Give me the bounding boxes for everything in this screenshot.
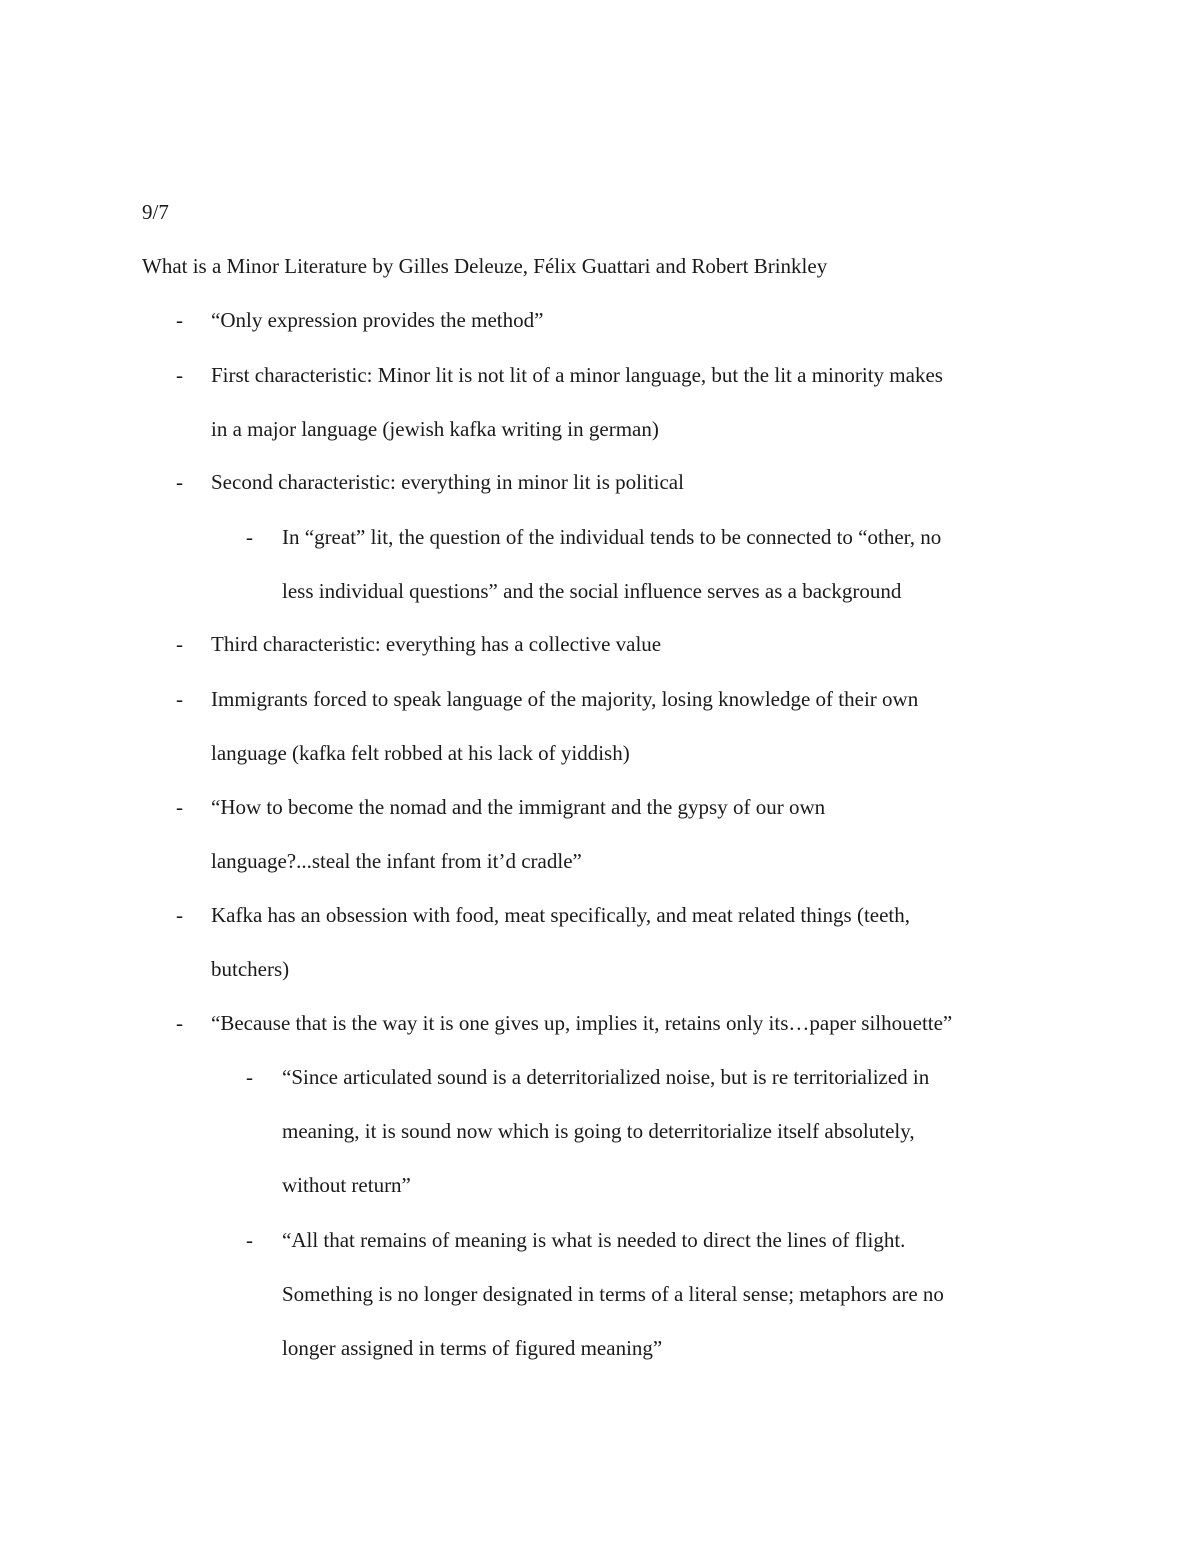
- sub-bullet-text: In “great” lit, the question of the individual tends to be connected to “other, no: [282, 525, 942, 549]
- sub-bullet-dash: -: [246, 525, 253, 549]
- bullet-text: Kafka has an obsession with food, meat specifically, and meat related things (teeth,: [211, 903, 910, 927]
- bullet-text: First characteristic: Minor lit is not lit of a minor language, but the lit a minority makes: [211, 363, 943, 387]
- sub-bullet-dash: -: [246, 1228, 253, 1252]
- sub-bullet-text: less individual questions” and the social influence serves as a background: [282, 579, 902, 603]
- bullet-text: language?...steal the infant from it’d cradle”: [211, 849, 582, 873]
- bullet-text: Immigrants forced to speak language of the majority, losing knowledge of their own: [211, 687, 919, 711]
- sub-bullet-text: Something is no longer designated in terms of a literal sense; metaphors are no: [282, 1282, 944, 1306]
- bullet-text: Second characteristic: everything in minor lit is political: [211, 470, 684, 494]
- bullet-dash: -: [176, 632, 183, 656]
- bullet-text: language (kafka felt robbed at his lack of yiddish): [211, 741, 630, 765]
- sub-bullet-text: without return”: [282, 1173, 411, 1197]
- bullet-text: in a major language (jewish kafka writing in german): [211, 417, 659, 441]
- sub-bullet-text: meaning, it is sound now which is going to deterritorialize itself absolutely,: [282, 1119, 915, 1143]
- bullet-dash: -: [176, 795, 183, 819]
- bullet-text: “Because that is the way it is one gives up, implies it, retains only its…paper silhouette”: [211, 1011, 953, 1035]
- bullet-dash: -: [176, 308, 183, 332]
- bullet-text: “How to become the nomad and the immigrant and the gypsy of our own: [211, 795, 826, 819]
- document-title: What is a Minor Literature by Gilles Deleuze, Félix Guattari and Robert Brinkley: [142, 254, 828, 278]
- sub-bullet-dash: -: [246, 1065, 253, 1089]
- bullet-text: Third characteristic: everything has a collective value: [211, 632, 662, 656]
- sub-bullet-text: “Since articulated sound is a deterritorialized noise, but is re territorialized in: [282, 1065, 930, 1089]
- bullet-text: “Only expression provides the method”: [211, 308, 544, 332]
- date-heading: 9/7: [142, 200, 169, 224]
- bullet-text: butchers): [211, 957, 290, 981]
- sub-bullet-text: “All that remains of meaning is what is needed to direct the lines of flight.: [282, 1228, 906, 1252]
- bullet-dash: -: [176, 1011, 183, 1035]
- sub-bullet-text: longer assigned in terms of figured meaning”: [282, 1336, 663, 1360]
- bullet-dash: -: [176, 687, 183, 711]
- bullet-dash: -: [176, 363, 183, 387]
- bullet-dash: -: [176, 470, 183, 494]
- bullet-dash: -: [176, 903, 183, 927]
